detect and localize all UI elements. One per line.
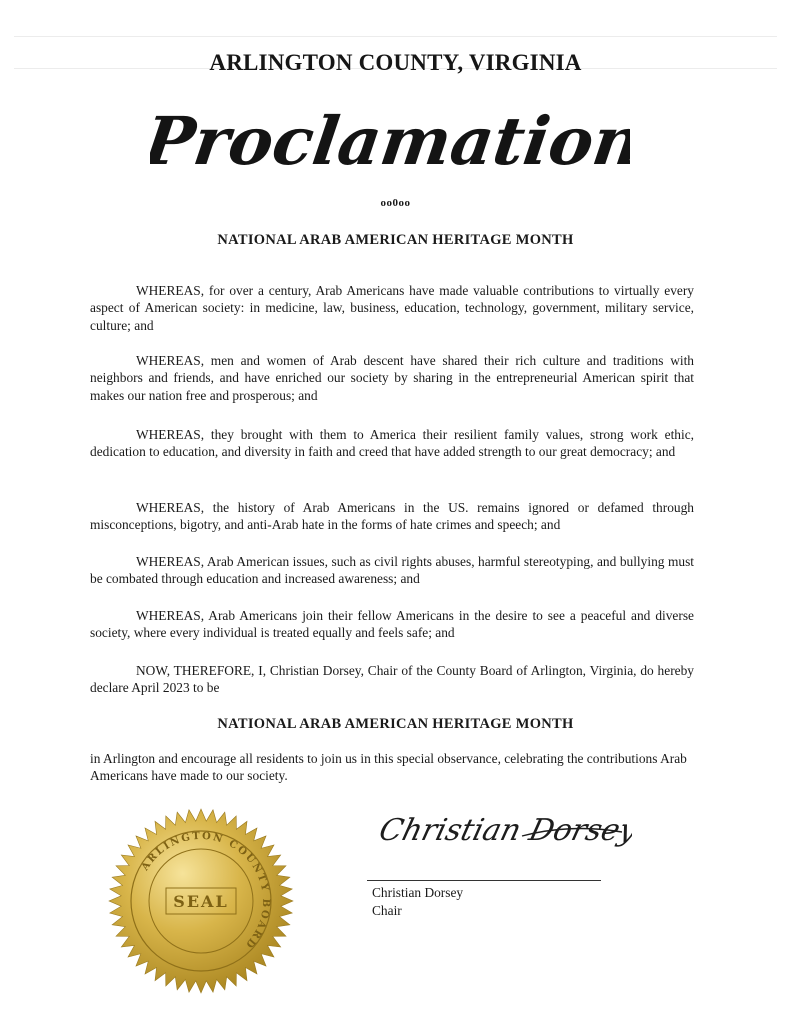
paragraph-text: NOW, THEREFORE, I, Christian Dorsey, Chair of the County Board of Arlington, Virginia, do hereby declare April 2023 to be bbox=[90, 663, 694, 696]
whereas-paragraph-5 bbox=[90, 553, 694, 588]
county-seal bbox=[108, 808, 294, 994]
paragraph-text: WHEREAS, the history of Arab Americans in the US. remains ignored or defamed through misconceptions, bigotry, and anti-Arab hate in the forms of hate crimes and speech; and bbox=[90, 500, 694, 533]
signature-text: Christian Dorsey bbox=[375, 813, 632, 848]
document-title: NATIONAL ARAB AMERICAN HERITAGE MONTH bbox=[217, 232, 574, 248]
signature bbox=[372, 798, 632, 868]
signature-svg bbox=[372, 798, 632, 868]
header-rule-top bbox=[14, 36, 777, 37]
county-heading: ARLINGTON COUNTY, VIRGINIA bbox=[209, 50, 582, 75]
paragraph-text: WHEREAS, Arab Americans join their fellow Americans in the desire to see a peaceful and diverse society, where every individual is treated equally and feels safe; and bbox=[90, 608, 694, 641]
proclamation-script-svg bbox=[150, 92, 630, 192]
paragraph-text: WHEREAS, they brought with them to America their resilient family values, strong work ethic, dedication to education, and diversity in faith and creed that have added strength to our great democracy; and bbox=[90, 427, 694, 460]
whereas-paragraph-2 bbox=[90, 352, 694, 404]
seal-emblem bbox=[108, 808, 294, 994]
paragraph-text: WHEREAS, Arab American issues, such as civil rights abuses, harmful stereotyping, and bullying must be combated through education and increased awareness; and bbox=[90, 554, 694, 587]
now-therefore-paragraph bbox=[90, 662, 694, 697]
ornament-divider: oo0oo bbox=[380, 197, 411, 209]
paragraph-text: WHEREAS, for over a century, Arab Americans have made valuable contributions to virtually every aspect of American society: in medicine, law, business, education, technology, government, military service, culture; and bbox=[90, 283, 694, 333]
whereas-paragraph-1 bbox=[90, 282, 694, 334]
whereas-paragraph-6 bbox=[90, 607, 694, 642]
seal-ring-textpath: ARLINGTON COUNTY BOARD bbox=[139, 830, 272, 951]
declaration-title: NATIONAL ARAB AMERICAN HERITAGE MONTH bbox=[217, 716, 574, 732]
whereas-paragraph-4 bbox=[90, 499, 694, 534]
signer-role: Chair bbox=[372, 903, 402, 918]
closing-paragraph: in Arlington and encourage all residents to join us in this special observance, celebrating the contributions Arab Americans have made to our society. bbox=[90, 751, 687, 784]
signer-name: Christian Dorsey bbox=[372, 885, 464, 900]
proclamation-script-text: Proclamation bbox=[150, 102, 630, 180]
proclamation-heading bbox=[150, 92, 630, 192]
signature-line bbox=[367, 880, 601, 881]
paragraph-text: WHEREAS, men and women of Arab descent have shared their rich culture and traditions with neighbors and friends, and have enriched our society by sharing in the entrepreneurial American spirit that makes our nation free and prosperous; and bbox=[90, 353, 694, 403]
whereas-paragraph-3 bbox=[90, 426, 694, 461]
seal-center-text: SEAL bbox=[173, 892, 229, 911]
